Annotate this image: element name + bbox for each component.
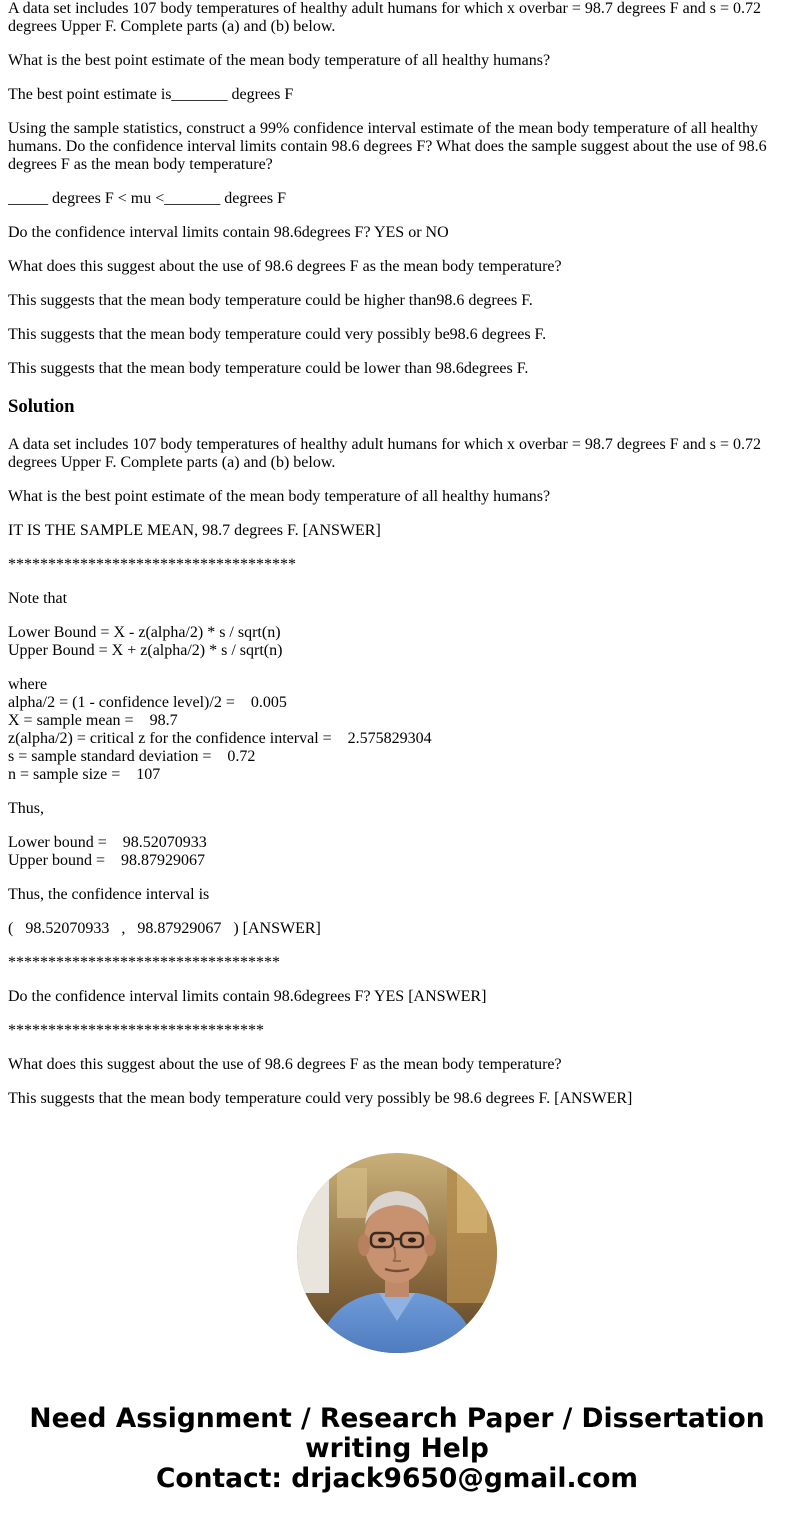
separator: **********************************	[8, 954, 280, 971]
suggest-answer: This suggests that the mean body temperature could very possibly be 98.6 degrees F. [ANSWER]	[8, 1090, 633, 1107]
question-point-estimate: What is the best point estimate of the mean body temperature of all healthy humans?	[8, 52, 551, 69]
point-estimate-blank: The best point estimate is_______ degrees F	[8, 86, 294, 103]
where-label: where	[8, 676, 48, 693]
note-that: Note that	[8, 590, 68, 607]
interval-answer: ( 98.52070933 , 98.87929067 ) [ANSWER]	[8, 920, 321, 937]
solution-heading: Solution	[8, 396, 75, 417]
document-content	[8, 0, 783, 1122]
lower-bound-result: Lower bound = 98.52070933	[8, 834, 207, 851]
footer-line: writing Help	[305, 1433, 489, 1464]
solution-question-point: What is the best point estimate of the mean body temperature of all healthy humans?	[8, 488, 551, 505]
author-photo	[297, 1153, 497, 1353]
answer-point-estimate: IT IS THE SAMPLE MEAN, 98.7 degrees F. [ANSWER]	[8, 522, 381, 539]
interval-intro: Thus, the confidence interval is	[8, 886, 210, 903]
sample-size-line: n = sample size = 107	[8, 766, 161, 783]
interval-blank: _____ degrees F < mu <_______ degrees F	[8, 190, 287, 207]
author-avatar	[297, 1153, 497, 1353]
critical-z-line: z(alpha/2) = critical z for the confidence interval = 2.575829304	[8, 730, 432, 747]
separator: ********************************	[8, 1022, 264, 1039]
option-lower: This suggests that the mean body temperature could be lower than 98.6degrees F.	[8, 360, 529, 377]
option-higher: This suggests that the mean body temperature could be higher than98.6 degrees F.	[8, 292, 533, 309]
thus-label: Thus,	[8, 800, 44, 817]
separator: ************************************	[8, 556, 296, 573]
lower-bound-formula: Lower Bound = X - z(alpha/2) * s / sqrt(n)	[8, 624, 281, 641]
solution-intro: A data set includes 107 body temperatures of healthy adult humans for which x overbar = 98.7 degrees F and s = 0.72 degrees Upper F. Complete parts (a) and (b) below.	[8, 436, 765, 471]
footer-line: Need Assignment / Research Paper / Dissertation	[29, 1403, 765, 1434]
question-intro: A data set includes 107 body temperatures of healthy adult humans for which x overbar = 98.7 degrees F and s = 0.72 degrees Upper F. Complete parts (a) and (b) below.	[8, 0, 765, 35]
contain-answer: Do the confidence interval limits contain 98.6degrees F? YES [ANSWER]	[8, 988, 487, 1005]
sample-mean-line: X = sample mean = 98.7	[8, 712, 178, 729]
question-contain: Do the confidence interval limits contain 98.6degrees F? YES or NO	[8, 224, 449, 241]
std-dev-line: s = sample standard deviation = 0.72	[8, 748, 256, 765]
question-suggest: What does this suggest about the use of 98.6 degrees F as the mean body temperature?	[8, 258, 562, 275]
upper-bound-formula: Upper Bound = X + z(alpha/2) * s / sqrt(n)	[8, 642, 283, 659]
contact-email[interactable]: Contact: drjack9650@gmail.com	[155, 1463, 639, 1494]
option-possibly: This suggests that the mean body temperature could very possibly be98.6 degrees F.	[8, 326, 547, 343]
question-confidence-interval: Using the sample statistics, construct a 99% confidence interval estimate of the mean body temperature of all healthy humans. Do the confidence interval limits contain 98.6 degrees F? What does the sample suggest about the use of 98.6 degrees F as the mean body temperature?	[8, 120, 771, 173]
solution-question-suggest: What does this suggest about the use of 98.6 degrees F as the mean body temperature?	[8, 1056, 562, 1073]
alpha-line: alpha/2 = (1 - confidence level)/2 = 0.005	[8, 694, 287, 711]
footer-banner	[0, 1404, 794, 1494]
upper-bound-result: Upper bound = 98.87929067	[8, 852, 206, 869]
